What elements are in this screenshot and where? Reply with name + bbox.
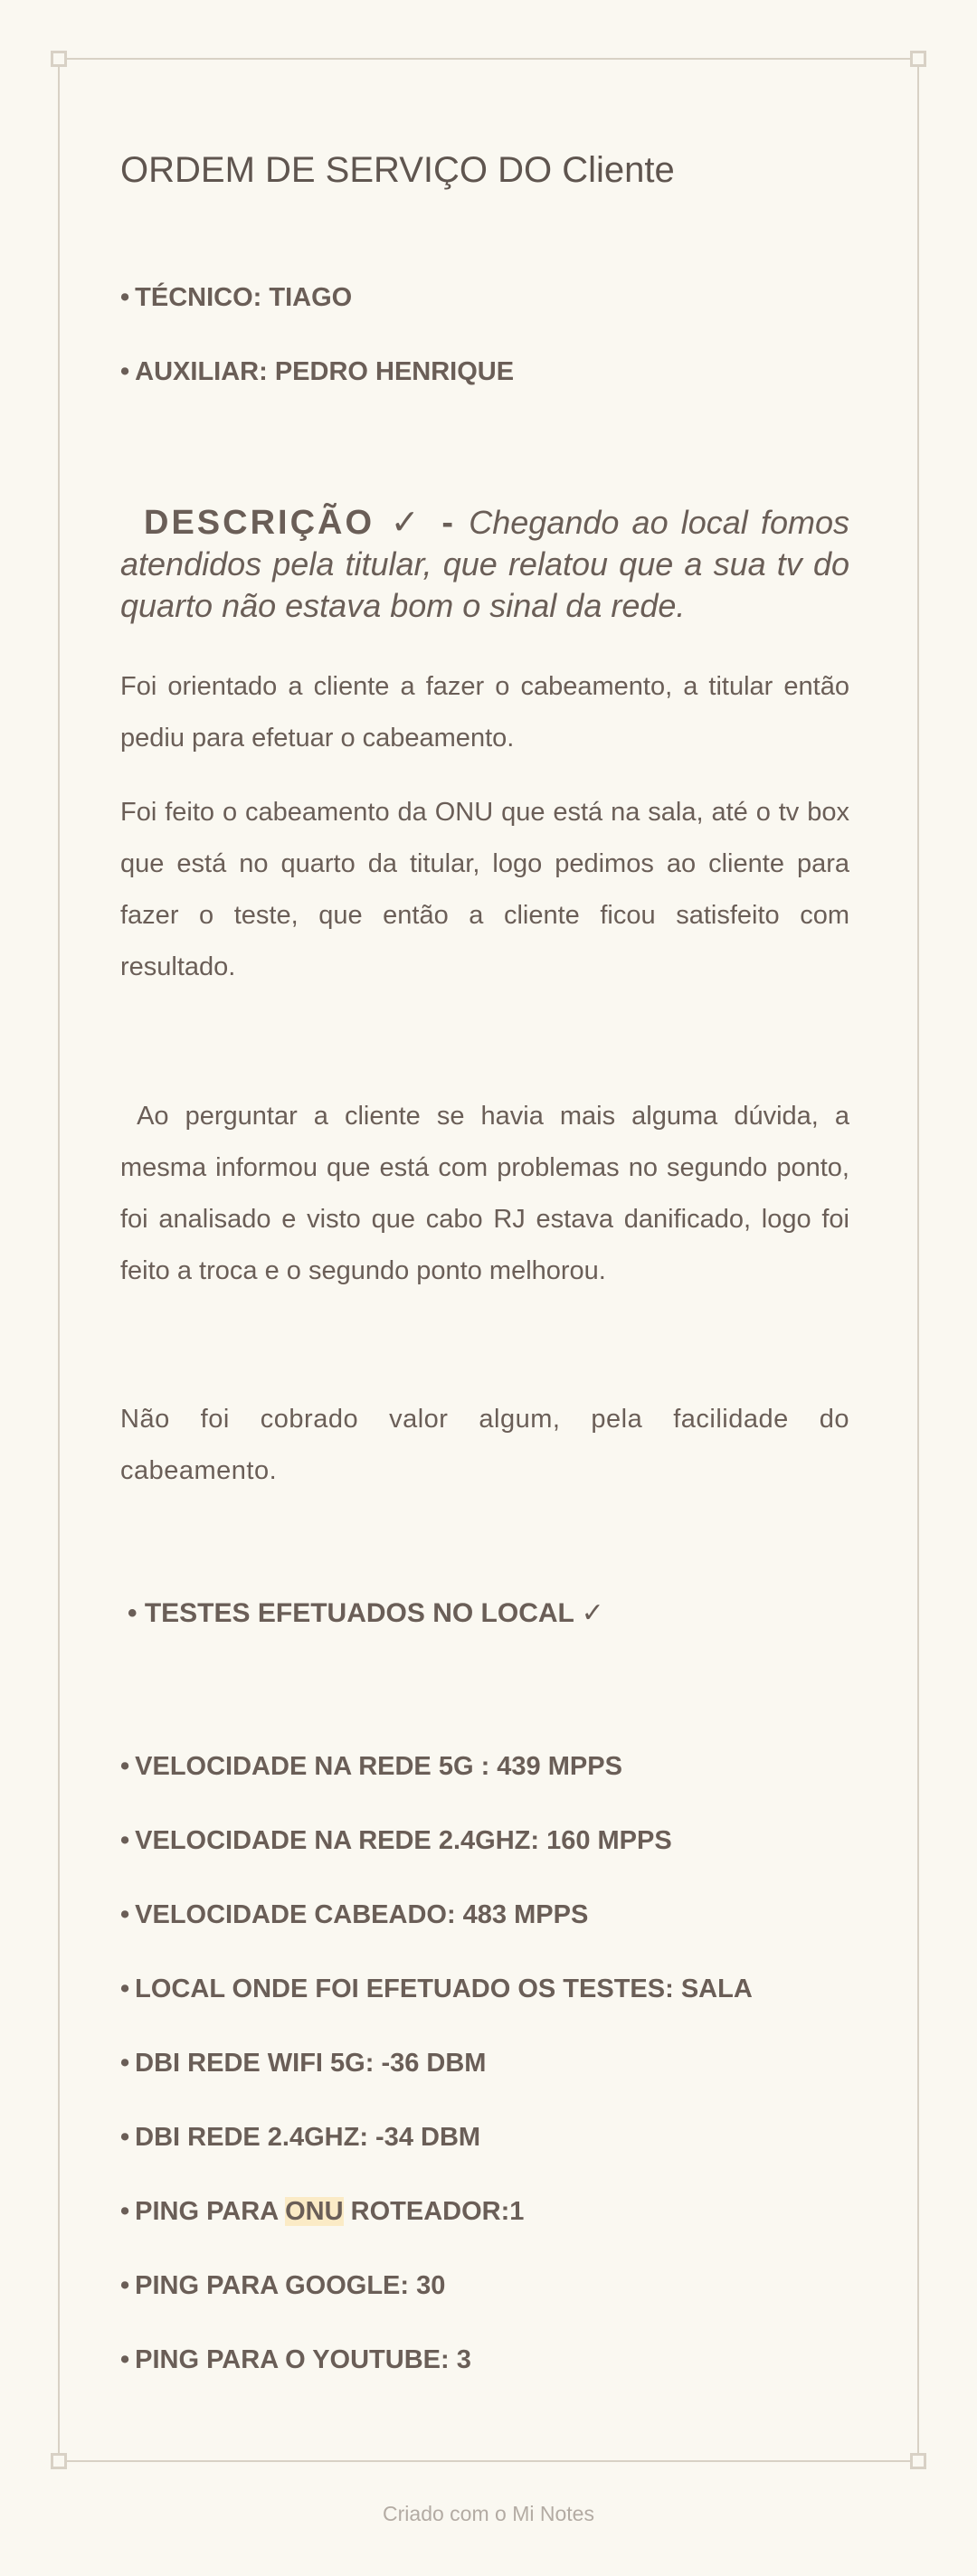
description-block — [120, 502, 849, 627]
frame-corner-ornament — [51, 2453, 67, 2469]
test-item — [120, 1752, 622, 1782]
test-item — [120, 2123, 480, 2153]
test-item-text: PING PARA O YOUTUBE: 3 — [135, 2345, 471, 2374]
bullet: • — [120, 1900, 130, 1929]
test-item-text: VELOCIDADE CABEADO: 483 MPPS — [135, 1900, 589, 1929]
test-item-text: ROTEADOR:1 — [343, 2197, 525, 2226]
bullet: • — [120, 357, 130, 386]
footer-credit: Criado com o Mi Notes — [383, 2502, 594, 2525]
test-item-text: DBI REDE 2.4GHZ: -34 DBM — [135, 2123, 481, 2152]
bullet: • — [120, 283, 130, 312]
staff-assistant-text: AUXILIAR: PEDRO HENRIQUE — [135, 357, 515, 386]
test-item-text: PING PARA GOOGLE: 30 — [135, 2271, 446, 2300]
bullet: • — [120, 1752, 130, 1781]
bullet: • — [120, 2049, 130, 2078]
paragraph: Ao perguntar a cliente se havia mais alguma dúvida, a mesma informou que está com problemas no segundo ponto, foi analisado e visto que cabo RJ estava danificado, logo foi feito a troca e o segundo ponto melhorou. — [120, 1102, 858, 1285]
test-item — [120, 2197, 524, 2227]
bullet: • — [120, 2197, 130, 2226]
bullet: • — [120, 2123, 130, 2152]
staff-assistant — [120, 357, 514, 387]
test-item-text: VELOCIDADE NA REDE 2.4GHZ: 160 MPPS — [135, 1826, 672, 1855]
test-item — [120, 1826, 672, 1856]
staff-technician-text: TÉCNICO: TIAGO — [135, 283, 353, 312]
note-title: ORDEM DE SERVIÇO DO Cliente — [120, 150, 675, 190]
test-item — [120, 1900, 588, 1930]
description-label: DESCRIÇÃO ✓ - — [144, 504, 457, 542]
bullet: • — [120, 2345, 130, 2374]
paragraph: Não foi cobrado valor algum, pela facilidade do cabeamento. — [120, 1405, 849, 1485]
test-item — [120, 2345, 471, 2375]
test-item-text: VELOCIDADE NA REDE 5G : 439 MPPS — [135, 1752, 622, 1781]
bullet: • — [120, 1826, 130, 1855]
frame-corner-ornament — [910, 51, 926, 67]
frame-corner-ornament — [910, 2453, 926, 2469]
description-text: Chegando ao local fomos atendidos pela titular, que relatou que a sua tv do quarto não estava bom o sinal da rede. — [120, 504, 849, 624]
test-item-text: PING PARA — [135, 2197, 286, 2226]
test-item-text: LOCAL ONDE FOI EFETUADO OS TESTES: SALA — [135, 1975, 753, 2003]
bullet: • — [120, 1975, 130, 2003]
bullet: • — [120, 2271, 130, 2300]
frame-corner-ornament — [51, 51, 67, 67]
paragraph: Foi feito o cabeamento da ONU que está na sala, até o tv box que está no quarto da titular, logo pedimos ao cliente para fazer o teste, que então a cliente ficou satisfeito com resultado. — [120, 798, 849, 981]
test-item — [120, 2271, 445, 2301]
tests-heading: • TESTES EFETUADOS NO LOCAL ✓ — [128, 1598, 604, 1628]
test-item-text: DBI REDE WIFI 5G: -36 DBM — [135, 2049, 487, 2078]
highlighted-text: ONU — [285, 2197, 344, 2226]
paragraph: Foi orientado a cliente a fazer o cabeamento, a titular então pediu para efetuar o cabeamento. — [120, 672, 849, 753]
test-item — [120, 2049, 486, 2079]
test-item — [120, 1975, 753, 2004]
staff-technician — [120, 283, 352, 313]
